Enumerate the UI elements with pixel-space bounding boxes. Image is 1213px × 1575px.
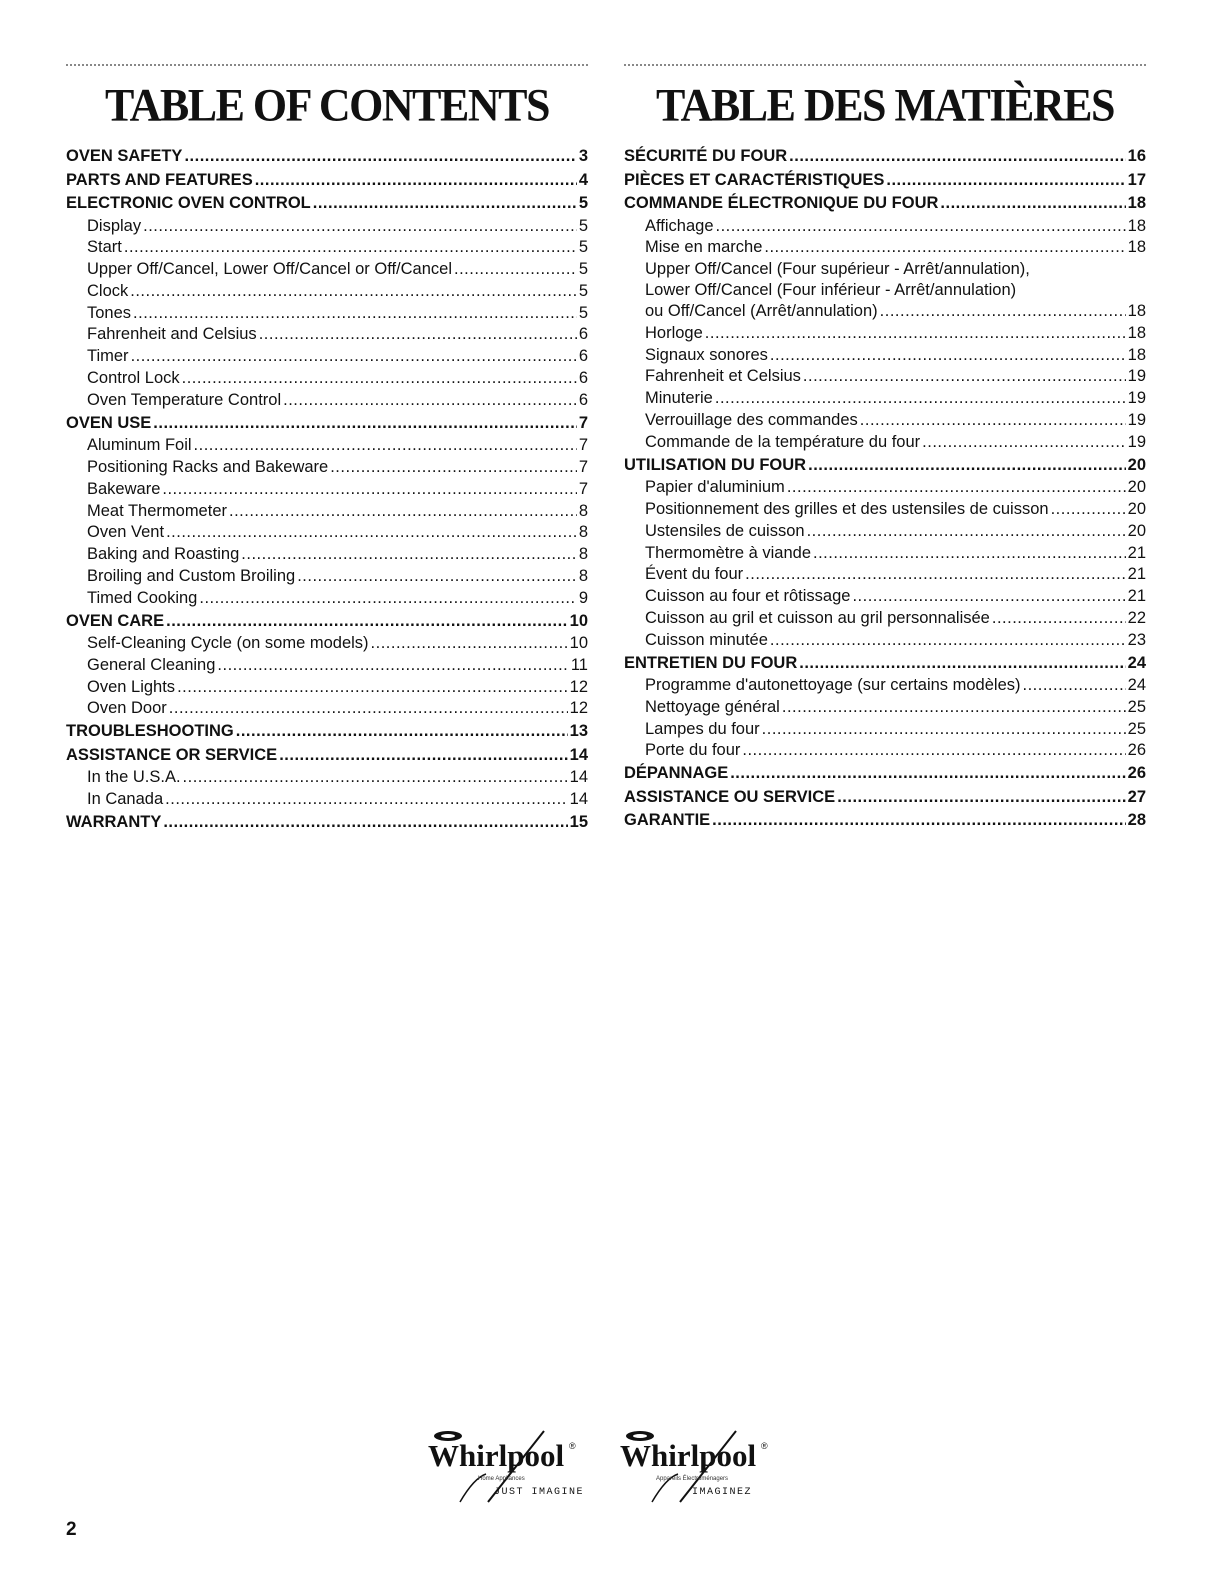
toc-entry[interactable]: ENTRETIEN DU FOUR ..... 24 <box>624 652 1146 676</box>
toc-subentry[interactable]: Cuisson minutée ..... 23 <box>624 630 1146 652</box>
toc-entry[interactable]: GARANTIE ..... 28 <box>624 809 1146 833</box>
toc-subentry[interactable]: Nettoyage général ..... 25 <box>624 697 1146 719</box>
toc-subentry[interactable]: Meat Thermometer ..... 8 <box>66 501 588 523</box>
toc-subentry[interactable]: Bakeware ..... 7 <box>66 479 588 501</box>
toc-subentry[interactable]: Fahrenheit and Celsius ..... 6 <box>66 324 588 346</box>
toc-subentry[interactable]: Cuisson au gril et cuisson au gril personnalisée ..... 22 <box>624 608 1146 630</box>
toc-subentry[interactable]: Fahrenheit et Celsius ..... 19 <box>624 366 1146 388</box>
toc-subentry[interactable]: Minuterie ..... 19 <box>624 388 1146 410</box>
toc-subentry[interactable]: Cuisson au four et rôtissage ..... 21 <box>624 586 1146 608</box>
svg-text:®: ® <box>761 1441 768 1451</box>
toc-subentry[interactable]: Aluminum Foil ..... 7 <box>66 435 588 457</box>
toc-entry[interactable]: OVEN SAFETY ..... 3 <box>66 145 588 169</box>
toc-entry[interactable]: SÉCURITÉ DU FOUR ..... 16 <box>624 145 1146 169</box>
toc-subentry[interactable]: Signaux sonores ..... 18 <box>624 345 1146 367</box>
toc-subentry-line: Upper Off/Cancel (Four supérieur - Arrêt/annulation), <box>645 260 1030 279</box>
toc-entry[interactable]: WARRANTY ..... 15 <box>66 811 588 835</box>
toc-subentry-multiline[interactable]: Upper Off/Cancel (Four supérieur - Arrêt/annulation), Lower Off/Cancel (Four inférieur - Arrêt/annulation) ou Off/Cancel (Arrêt/annulation) ..... 18 <box>624 259 1146 323</box>
toc-subentry[interactable]: Commande de la température du four ..... 19 <box>624 432 1146 454</box>
svg-text:Whirlpool: Whirlpool <box>428 1438 565 1473</box>
toc-subentry[interactable]: Positioning Racks and Bakeware ..... 7 <box>66 457 588 479</box>
toc-subentry[interactable]: Oven Vent ..... 8 <box>66 522 588 544</box>
toc-subentry[interactable]: Verrouillage des commandes ..... 19 <box>624 410 1146 432</box>
toc-subentry[interactable]: Display ..... 5 <box>66 216 588 238</box>
toc-list-en <box>66 145 588 834</box>
toc-subentry[interactable]: Porte du four ..... 26 <box>624 740 1146 762</box>
toc-list-fr <box>624 145 1146 833</box>
top-dotted-rule-left <box>66 64 588 66</box>
toc-entry[interactable]: OVEN USE ..... 7 <box>66 412 588 436</box>
toc-subentry[interactable]: Oven Temperature Control ..... 6 <box>66 390 588 412</box>
toc-title-en: TABLE OF CONTENTS <box>105 79 549 132</box>
svg-text:IMAGINEZ: IMAGINEZ <box>692 1487 753 1498</box>
toc-subentry[interactable]: Baking and Roasting ..... 8 <box>66 544 588 566</box>
toc-subentry[interactable]: In the U.S.A. ..... 14 <box>66 767 588 789</box>
svg-text:JUST IMAGINE: JUST IMAGINE <box>494 1487 585 1498</box>
toc-subentry[interactable]: Positionnement des grilles et des ustensiles de cuisson ..... 20 <box>624 499 1146 521</box>
svg-text:®: ® <box>569 1441 576 1451</box>
toc-subentry[interactable]: Affichage ..... 18 <box>624 216 1146 238</box>
svg-text:Appareils Électroménagers: Appareils Électroménagers <box>656 1476 729 1482</box>
toc-subentry[interactable]: Start ..... 5 <box>66 237 588 259</box>
top-dotted-rule-right <box>624 64 1146 66</box>
toc-subentry[interactable]: Ustensiles de cuisson ..... 20 <box>624 521 1146 543</box>
svg-text:Whirlpool: Whirlpool <box>620 1438 757 1473</box>
toc-entry[interactable]: ASSISTANCE OU SERVICE ..... 27 <box>624 786 1146 810</box>
toc-entry[interactable]: ASSISTANCE OR SERVICE ..... 14 <box>66 744 588 768</box>
toc-subentry[interactable]: Mise en marche ..... 18 <box>624 237 1146 259</box>
toc-entry[interactable]: PIÈCES ET CARACTÉRISTIQUES ..... 17 <box>624 169 1146 193</box>
toc-subentry[interactable]: In Canada ..... 14 <box>66 789 588 811</box>
toc-subentry[interactable]: Timer ..... 6 <box>66 346 588 368</box>
toc-subentry[interactable]: Lampes du four ..... 25 <box>624 719 1146 741</box>
toc-subentry[interactable]: Broiling and Custom Broiling ..... 8 <box>66 566 588 588</box>
toc-subentry[interactable]: Tones ..... 5 <box>66 303 588 325</box>
toc-subentry[interactable]: Self-Cleaning Cycle (on some models) ..... 10 <box>66 633 588 655</box>
whirlpool-logo-en <box>426 1428 598 1504</box>
toc-entry[interactable]: COMMANDE ÉLECTRONIQUE DU FOUR ..... 18 <box>624 192 1146 216</box>
toc-subentry[interactable]: General Cleaning ..... 11 <box>66 655 588 677</box>
toc-entry[interactable]: PARTS AND FEATURES ..... 4 <box>66 169 588 193</box>
toc-english <box>66 79 588 834</box>
toc-subentry[interactable]: Évent du four ..... 21 <box>624 564 1146 586</box>
toc-subentry[interactable]: Papier d'aluminium ..... 20 <box>624 477 1146 499</box>
toc-entry[interactable]: TROUBLESHOOTING ..... 13 <box>66 720 588 744</box>
toc-subentry-line: Lower Off/Cancel (Four inférieur - Arrêt/annulation) <box>645 281 1017 300</box>
toc-french <box>624 79 1146 833</box>
toc-entry[interactable]: ELECTRONIC OVEN CONTROL ..... 5 <box>66 192 588 216</box>
toc-subentry[interactable]: Thermomètre à viande ..... 21 <box>624 543 1146 565</box>
toc-subentry[interactable]: Horloge ..... 18 <box>624 323 1146 345</box>
toc-entry[interactable]: UTILISATION DU FOUR ..... 20 <box>624 454 1146 478</box>
toc-subentry[interactable]: Oven Lights ..... 12 <box>66 677 588 699</box>
toc-subentry[interactable]: Upper Off/Cancel, Lower Off/Cancel or Off/Cancel ..... 5 <box>66 259 588 281</box>
toc-entry[interactable]: OVEN CARE ..... 10 <box>66 610 588 634</box>
toc-entry[interactable]: DÉPANNAGE ..... 26 <box>624 762 1146 786</box>
toc-subentry[interactable]: Timed Cooking ..... 9 <box>66 588 588 610</box>
whirlpool-logo-fr <box>618 1428 790 1504</box>
page-number: 2 <box>66 1519 77 1540</box>
toc-subentry[interactable]: Clock ..... 5 <box>66 281 588 303</box>
toc-subentry[interactable]: Oven Door ..... 12 <box>66 698 588 720</box>
toc-subentry[interactable]: Programme d'autonettoyage (sur certains modèles) ..... 24 <box>624 675 1146 697</box>
toc-title-fr: TABLE DES MATIÈRES <box>656 79 1114 132</box>
svg-text:Home Appliances: Home Appliances <box>478 1476 525 1482</box>
toc-subentry[interactable]: Control Lock ..... 6 <box>66 368 588 390</box>
